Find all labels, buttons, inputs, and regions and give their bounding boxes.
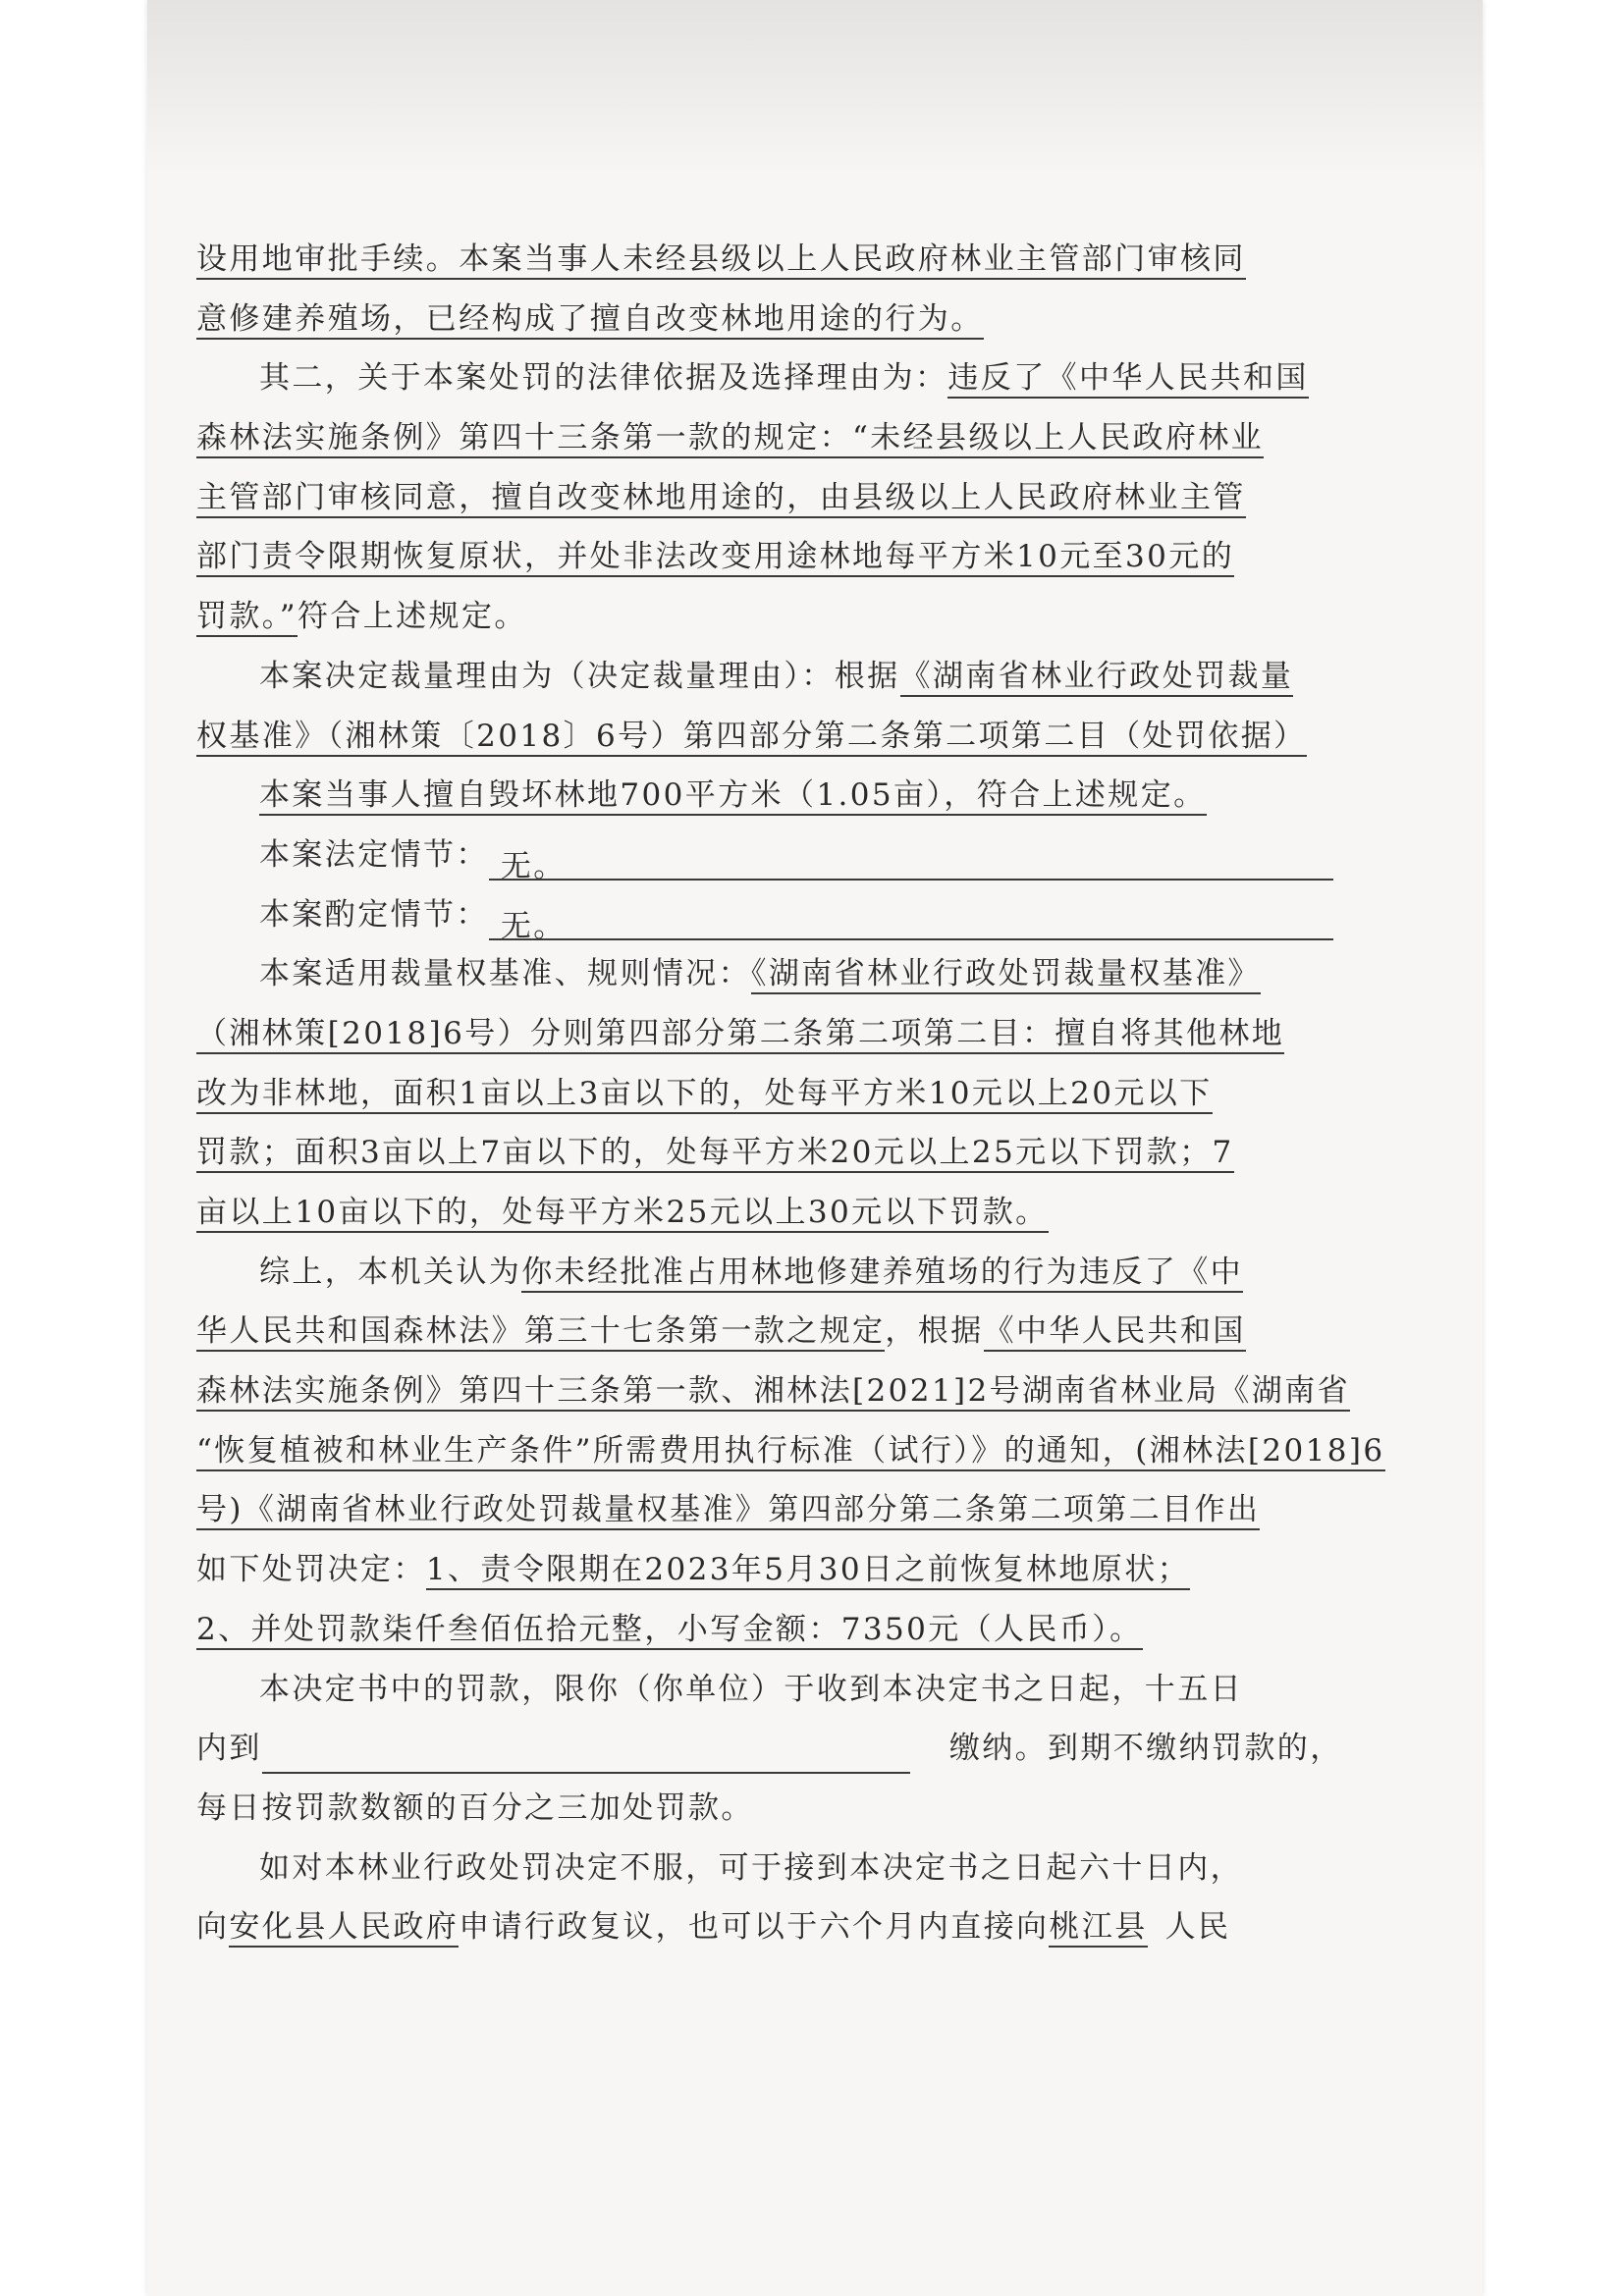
text-line	[196, 1068, 1443, 1119]
filled-text: 罚款。”	[196, 599, 298, 637]
printed-text: 申请行政复议，也可以于六个月内直接向	[459, 1909, 1050, 1946]
text-line	[196, 651, 1443, 702]
text-line	[196, 1247, 1443, 1298]
text-line	[196, 948, 1443, 999]
filled-text: 违反了《中华人民共和国	[947, 360, 1308, 399]
filled-text: 你未经批准占用林地修建养殖场的行为违反了《中	[521, 1255, 1243, 1293]
field-blank	[489, 841, 1333, 884]
printed-text: 符合上述规定。	[297, 599, 527, 635]
text-line	[196, 1425, 1443, 1476]
text-line	[196, 1604, 1443, 1655]
printed-text: 向	[196, 1909, 230, 1946]
filled-text: 森林法实施条例》第四十三条第一款的规定：“未经县级以上人民政府林业	[196, 420, 1264, 458]
text-line	[196, 1187, 1443, 1238]
filled-text: 权基准》（湘林策〔2018〕6号）第四部分第二条第二项第二目（处罚依据）	[196, 719, 1307, 757]
text-line	[196, 711, 1443, 762]
filled-text: 华人民共和国森林法》第三十七条第一款之规定	[196, 1313, 885, 1352]
text-line	[196, 1842, 1443, 1894]
printed-text: 如对本林业行政处罚决定不服，可于接到本决定书之日起六十日内，	[259, 1849, 1243, 1886]
scanned-page	[147, 0, 1483, 2296]
filled-text: 改为非林地，面积1亩以上3亩以下的，处每平方米10元以上20元以下	[196, 1076, 1213, 1114]
printed-text: 综上，本机关认为	[259, 1254, 522, 1290]
filled-text: 号)《湖南省林业行政处罚裁量权基准》第四部分第二条第二项第二目作出	[196, 1492, 1260, 1530]
filled-text: 1、责令限期在2023年5月30日之前恢复林地原状；	[426, 1552, 1190, 1590]
field-value: 无。	[500, 908, 567, 944]
text-line	[196, 1127, 1443, 1178]
document-body	[196, 234, 1443, 1961]
text-line	[196, 591, 1443, 642]
text-line	[196, 234, 1443, 285]
text-line	[196, 294, 1443, 345]
filled-text: 《湖南省林业行政处罚裁量权基准》	[751, 956, 1261, 994]
filled-text: 安化县人民政府	[229, 1909, 459, 1948]
printed-text: 内到	[196, 1731, 262, 1767]
text-line	[196, 1365, 1443, 1416]
text-line	[196, 1008, 1443, 1059]
printed-text: 本决定书中的罚款，限你（你单位）于收到本决定书之日起，十五日	[259, 1671, 1243, 1707]
printed-text: 每日按罚款数额的百分之三加处罚款。	[196, 1789, 754, 1826]
filled-text: “恢复植被和林业生产条件”所需费用执行标准（试行）》的通知，(湘林法[2018]6	[196, 1433, 1385, 1471]
payment-location-blank	[262, 1735, 910, 1774]
text-line	[196, 1723, 1443, 1774]
text-line	[196, 1544, 1443, 1595]
printed-text: 缴纳。到期不缴纳罚款的，	[948, 1731, 1343, 1767]
text-line	[196, 531, 1443, 582]
field-value: 无。	[500, 848, 567, 884]
printed-text: ，根据	[885, 1313, 984, 1350]
field-label: 本案酌定情节：	[259, 896, 489, 933]
text-line	[196, 770, 1443, 821]
text-line	[196, 1484, 1443, 1535]
filled-text: 罚款；面积3亩以上7亩以下的，处每平方米20元以上25元以下罚款；7	[196, 1135, 1234, 1173]
printed-text: 本案决定裁量理由为（决定裁量理由）：根据	[259, 658, 900, 694]
filled-text: 主管部门审核同意，擅自改变林地用途的，由县级以上人民政府林业主管	[196, 480, 1246, 518]
filled-text: 《湖南省林业行政处罚裁量	[900, 659, 1294, 697]
filled-text: 设用地审批手续。本案当事人未经县级以上人民政府林业主管部门审核同	[196, 241, 1246, 280]
filled-text: 森林法实施条例》第四十三条第一款、湘林法[2021]2号湖南省林业局《湖南省	[196, 1373, 1350, 1412]
filled-text: 本案当事人擅自毁坏林地700平方米（1.05亩），符合上述规定。	[259, 777, 1207, 816]
text-line	[196, 472, 1443, 523]
printed-text: 其二，关于本案处罚的法律依据及选择理由为：	[259, 360, 948, 397]
field-blank	[489, 901, 1333, 944]
filled-text: 亩以上10亩以下的，处每平方米25元以上30元以下罚款。	[196, 1195, 1049, 1233]
filled-text: 部门责令限期恢复原状，并处非法改变用途林地每平方米10元至30元的	[196, 539, 1234, 577]
text-line	[196, 352, 1443, 403]
filled-text: 意修建养殖场，已经构成了擅自改变林地用途的行为。	[196, 301, 984, 340]
filled-text: 2、并处罚款柒仟叁佰伍拾元整，小写金额：7350元（人民币）。	[196, 1612, 1143, 1650]
text-line	[196, 1901, 1443, 1952]
text-line	[196, 1664, 1443, 1715]
filled-text: 桃江县	[1049, 1909, 1147, 1948]
printed-text: 本案适用裁量权基准、规则情况：	[259, 956, 751, 992]
scan-shadow	[147, 0, 1483, 177]
filled-text: 《中华人民共和国	[984, 1313, 1246, 1352]
text-line	[196, 889, 1443, 944]
filled-text: （湘林策[2018]6号）分则第四部分第二条第二项第二目：擅自将其他林地	[196, 1016, 1284, 1054]
text-line	[196, 412, 1443, 463]
text-line	[196, 1306, 1443, 1357]
printed-text: 如下处罚决定：	[196, 1552, 426, 1588]
text-line	[196, 1783, 1443, 1834]
text-line	[196, 829, 1443, 884]
field-label: 本案法定情节：	[259, 836, 489, 873]
printed-text: 人民	[1164, 1909, 1231, 1946]
